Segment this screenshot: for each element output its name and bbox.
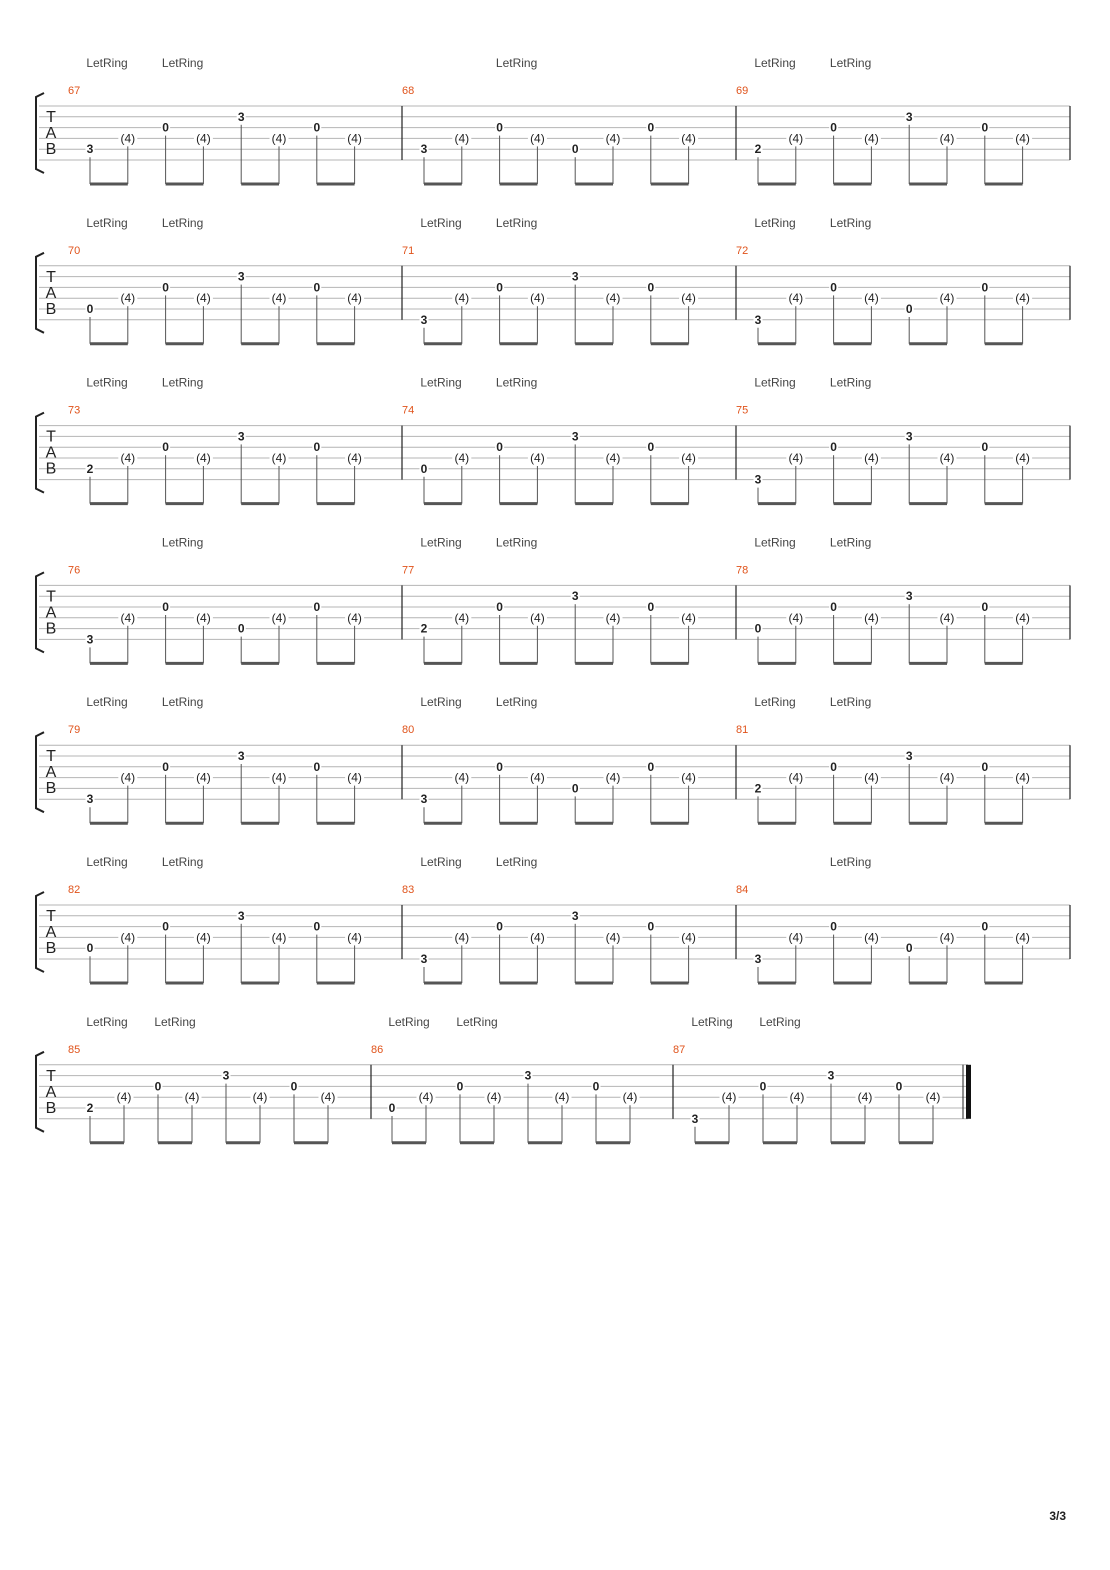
tab-letter-t: T: [46, 268, 56, 286]
fret-number: 3: [905, 749, 913, 763]
fret-number: (4): [454, 451, 470, 465]
let-ring-label: LetRing: [420, 695, 462, 710]
let-ring-label: LetRing: [161, 535, 204, 550]
tab-letter-t: T: [46, 908, 56, 925]
fret-number: 0: [647, 919, 655, 934]
fret-number: 0: [313, 440, 321, 455]
fret-number: (4): [530, 770, 545, 785]
fret-number: 0: [830, 120, 837, 135]
fret-number: 0: [237, 621, 245, 636]
fret-number: 2: [86, 461, 94, 476]
fret-number: 0: [313, 759, 321, 774]
fret-number: 2: [86, 1101, 94, 1115]
fret-number: 0: [647, 440, 655, 455]
let-ring-label: LetRing: [420, 535, 462, 550]
tab-letter-b: B: [45, 940, 57, 957]
measure-number: 76: [68, 564, 81, 577]
measure-number: 85: [68, 1043, 81, 1056]
fret-number: (4): [939, 610, 955, 625]
fret-number: (4): [681, 610, 696, 625]
let-ring-label: LetRing: [154, 1014, 196, 1029]
tab-letter-a: A: [45, 444, 57, 462]
fret-number: (4): [271, 770, 287, 785]
fret-number: (4): [1015, 770, 1030, 785]
fret-number: 3: [420, 792, 428, 807]
measure-number: 82: [68, 884, 81, 896]
fret-number: (4): [622, 1090, 638, 1105]
fret-number: 0: [162, 600, 169, 614]
measure-number: 79: [68, 724, 81, 737]
fret-number: 0: [981, 440, 989, 455]
let-ring-label: LetRing: [829, 215, 872, 230]
fret-number: (4): [788, 451, 804, 465]
measure-number: 73: [68, 404, 81, 417]
measure-number: 70: [68, 244, 81, 257]
measure-number: 83: [402, 884, 415, 896]
measure-number: 72: [736, 244, 749, 257]
fret-number: 0: [388, 1101, 396, 1115]
fret-number: (4): [1015, 291, 1030, 306]
fret-number: 3: [571, 269, 579, 284]
fret-number: (4): [116, 1090, 132, 1105]
let-ring-label: LetRing: [829, 375, 872, 390]
fret-number: (4): [1015, 610, 1030, 625]
let-ring-label: LetRing: [829, 695, 872, 710]
let-ring-label: LetRing: [754, 215, 796, 230]
fret-number: 0: [162, 919, 169, 934]
fret-number: (4): [196, 291, 211, 306]
let-ring-label: LetRing: [495, 535, 538, 550]
measure-number: 86: [371, 1043, 384, 1056]
fret-number: (4): [925, 1090, 941, 1105]
fret-number: 3: [571, 429, 579, 444]
tab-letter-a: A: [45, 604, 57, 622]
fret-number: (4): [347, 291, 362, 306]
fret-number: (4): [788, 930, 804, 945]
measure-number: 74: [402, 404, 415, 417]
let-ring-label: LetRing: [829, 535, 872, 550]
fret-number: 3: [905, 109, 913, 124]
fret-number: 0: [830, 280, 837, 295]
let-ring-label: LetRing: [495, 375, 538, 390]
system-bracket: [36, 732, 44, 812]
let-ring-label: LetRing: [754, 56, 796, 70]
fret-number: (4): [788, 610, 804, 625]
fret-number: 0: [981, 120, 989, 135]
system-bracket: [36, 892, 44, 972]
let-ring-label: LetRing: [754, 375, 796, 390]
fret-number: (4): [196, 131, 211, 146]
let-ring-label: LetRing: [161, 215, 204, 230]
fret-number: 0: [313, 280, 321, 295]
let-ring-label: LetRing: [86, 56, 128, 70]
fret-number: 0: [162, 759, 169, 774]
let-ring-label: LetRing: [86, 1014, 128, 1029]
final-barline-thick: [966, 1065, 971, 1119]
let-ring-label: LetRing: [388, 1014, 430, 1029]
fret-number: (4): [605, 451, 621, 465]
fret-number: (4): [530, 451, 545, 465]
fret-number: 3: [237, 749, 245, 763]
let-ring-label: LetRing: [495, 215, 538, 230]
let-ring-label: LetRing: [495, 56, 538, 70]
measure-number: 77: [402, 564, 415, 577]
fret-number: 0: [571, 142, 579, 157]
fret-number: (4): [454, 930, 470, 945]
fret-number: (4): [120, 291, 136, 306]
fret-number: 0: [162, 440, 169, 455]
fret-number: 0: [313, 120, 321, 135]
fret-number: 0: [830, 600, 837, 614]
tab-letter-t: T: [46, 748, 56, 766]
tab-letter-b: B: [45, 1099, 57, 1117]
fret-number: (4): [681, 930, 696, 945]
let-ring-label: LetRing: [420, 855, 462, 869]
let-ring-label: LetRing: [86, 215, 128, 230]
fret-number: 0: [86, 302, 94, 316]
fret-number: 2: [754, 781, 762, 796]
fret-number: (4): [120, 770, 136, 785]
fret-number: (4): [1015, 131, 1030, 146]
let-ring-label: LetRing: [495, 695, 538, 710]
fret-number: 0: [571, 781, 579, 796]
tab-letter-b: B: [45, 300, 57, 318]
fret-number: (4): [271, 291, 287, 306]
fret-number: (4): [721, 1090, 737, 1105]
fret-number: (4): [605, 770, 621, 785]
fret-number: (4): [864, 291, 879, 306]
fret-number: (4): [320, 1090, 336, 1105]
fret-number: (4): [120, 930, 136, 945]
fret-number: 3: [571, 589, 579, 604]
tab-letter-a: A: [45, 1083, 57, 1101]
fret-number: 0: [496, 600, 503, 614]
fret-number: (4): [789, 1090, 805, 1105]
fret-number: 3: [237, 429, 245, 444]
fret-number: 0: [496, 280, 503, 295]
fret-number: 3: [691, 1111, 699, 1126]
fret-number: (4): [864, 131, 879, 146]
fret-number: (4): [120, 131, 136, 146]
fret-number: 3: [420, 142, 428, 157]
fret-number: (4): [788, 770, 804, 785]
fret-number: (4): [454, 291, 470, 306]
fret-number: 0: [592, 1079, 600, 1094]
tab-letter-a: A: [45, 125, 57, 142]
fret-number: (4): [271, 610, 287, 625]
fret-number: (4): [530, 131, 545, 146]
let-ring-label: LetRing: [161, 855, 204, 869]
fret-number: 0: [496, 759, 503, 774]
tab-letter-a: A: [45, 764, 57, 782]
let-ring-label: LetRing: [495, 855, 538, 869]
fret-number: 2: [420, 621, 428, 636]
fret-number: 0: [86, 941, 94, 956]
fret-number: (4): [271, 930, 287, 945]
system-bracket: [36, 93, 44, 173]
fret-number: 0: [981, 919, 989, 934]
let-ring-label: LetRing: [161, 56, 204, 70]
fret-number: (4): [120, 451, 136, 465]
fret-number: (4): [347, 610, 362, 625]
fret-number: 0: [154, 1079, 162, 1094]
fret-number: (4): [271, 451, 287, 465]
let-ring-label: LetRing: [420, 375, 462, 390]
system-bracket: [36, 413, 44, 493]
system-bracket: [36, 1052, 44, 1132]
let-ring-label: LetRing: [86, 375, 128, 390]
measure-number: 71: [402, 244, 415, 257]
fret-number: 0: [647, 120, 655, 135]
fret-number: (4): [939, 770, 955, 785]
fret-number: 0: [905, 302, 913, 316]
measure-number: 78: [736, 564, 749, 577]
fret-number: 3: [237, 109, 245, 124]
measure-number: 67: [68, 85, 81, 97]
fret-number: 0: [981, 280, 989, 295]
fret-number: (4): [605, 131, 621, 146]
fret-number: (4): [864, 451, 879, 465]
fret-number: (4): [605, 610, 621, 625]
tab-letter-t: T: [46, 588, 56, 606]
fret-number: (4): [939, 451, 955, 465]
fret-number: (4): [454, 610, 470, 625]
fret-number: (4): [1015, 930, 1030, 945]
fret-number: (4): [196, 610, 211, 625]
fret-number: (4): [864, 770, 879, 785]
fret-number: 2: [754, 142, 762, 157]
fret-number: (4): [864, 610, 879, 625]
let-ring-label: LetRing: [161, 695, 204, 710]
fret-number: (4): [347, 770, 362, 785]
measure-number: 68: [402, 85, 415, 97]
fret-number: 3: [86, 632, 94, 647]
fret-number: (4): [939, 930, 955, 945]
fret-number: (4): [347, 451, 362, 465]
fret-number: 0: [313, 600, 321, 614]
fret-number: (4): [1015, 451, 1030, 465]
fret-number: (4): [605, 930, 621, 945]
fret-number: 3: [571, 908, 579, 923]
measure-number: 80: [402, 724, 415, 737]
let-ring-label: LetRing: [829, 855, 872, 869]
fret-number: (4): [196, 770, 211, 785]
tab-letter-a: A: [45, 284, 57, 302]
fret-number: 0: [830, 759, 837, 774]
fret-number: 0: [830, 440, 837, 455]
fret-number: 3: [86, 792, 94, 807]
fret-number: 0: [647, 600, 655, 614]
tab-letter-t: T: [46, 428, 56, 446]
fret-number: (4): [196, 930, 211, 945]
let-ring-label: LetRing: [759, 1014, 801, 1029]
fret-number: 3: [86, 142, 94, 157]
let-ring-label: LetRing: [456, 1014, 498, 1029]
fret-number: 3: [420, 952, 428, 966]
fret-number: (4): [554, 1090, 570, 1105]
fret-number: (4): [788, 131, 804, 146]
let-ring-label: LetRing: [691, 1014, 733, 1029]
fret-number: 3: [524, 1068, 532, 1083]
fret-number: 0: [162, 120, 169, 135]
fret-number: 0: [981, 600, 989, 614]
fret-number: (4): [530, 930, 545, 945]
fret-number: (4): [939, 131, 955, 146]
fret-number: (4): [605, 291, 621, 306]
fret-number: 0: [290, 1079, 298, 1094]
let-ring-label: LetRing: [754, 695, 796, 710]
fret-number: 0: [905, 941, 913, 956]
fret-number: 0: [162, 280, 169, 295]
fret-number: (4): [252, 1090, 268, 1105]
fret-number: (4): [939, 291, 955, 306]
fret-number: 0: [456, 1079, 464, 1094]
fret-number: 3: [905, 429, 913, 444]
fret-number: (4): [418, 1090, 434, 1105]
fret-number: 0: [647, 280, 655, 295]
fret-number: (4): [681, 451, 696, 465]
fret-number: 0: [759, 1079, 767, 1094]
fret-number: 0: [420, 461, 428, 476]
fret-number: 3: [905, 589, 913, 604]
fret-number: 0: [895, 1079, 903, 1094]
fret-number: (4): [454, 131, 470, 146]
fret-number: (4): [788, 291, 804, 306]
let-ring-label: LetRing: [86, 855, 128, 869]
fret-number: (4): [486, 1090, 502, 1105]
fret-number: 0: [830, 919, 837, 934]
fret-number: (4): [681, 291, 696, 306]
fret-number: (4): [347, 930, 362, 945]
fret-number: 0: [496, 440, 503, 455]
fret-number: 3: [222, 1068, 230, 1083]
tab-letter-b: B: [45, 460, 57, 478]
fret-number: 3: [754, 312, 762, 327]
measure-number: 84: [736, 884, 749, 896]
fret-number: 0: [496, 120, 503, 135]
fret-number: (4): [681, 131, 696, 146]
fret-number: (4): [347, 131, 362, 146]
fret-number: 0: [647, 759, 655, 774]
fret-number: (4): [857, 1090, 873, 1105]
let-ring-label: LetRing: [161, 375, 204, 390]
fret-number: (4): [184, 1090, 200, 1105]
fret-number: 0: [496, 919, 503, 934]
measure-number: 69: [736, 85, 749, 97]
tab-letter-b: B: [45, 780, 57, 798]
fret-number: 3: [237, 269, 245, 284]
page-number: 3/3: [1049, 1509, 1066, 1523]
system-bracket: [36, 572, 44, 652]
tab-letter-b: B: [45, 141, 57, 158]
fret-number: 3: [754, 472, 762, 487]
measure-number: 75: [736, 404, 749, 417]
fret-number: (4): [864, 930, 879, 945]
fret-number: 3: [237, 908, 245, 923]
tab-letter-t: T: [46, 109, 56, 126]
let-ring-label: LetRing: [829, 56, 872, 70]
system-bracket: [36, 253, 44, 333]
measure-number: 81: [736, 724, 749, 737]
let-ring-label: LetRing: [754, 535, 796, 550]
fret-number: 3: [827, 1068, 835, 1083]
fret-number: (4): [454, 770, 470, 785]
let-ring-label: LetRing: [86, 695, 128, 710]
fret-number: (4): [271, 131, 287, 146]
fret-number: 0: [313, 919, 321, 934]
fret-number: 0: [754, 621, 762, 636]
fret-number: (4): [530, 291, 545, 306]
fret-number: 3: [754, 952, 762, 966]
tab-letter-a: A: [45, 924, 57, 941]
tab-letter-b: B: [45, 620, 57, 638]
measure-number: 87: [673, 1043, 686, 1056]
let-ring-label: LetRing: [420, 215, 462, 230]
fret-number: 0: [981, 759, 989, 774]
fret-number: (4): [196, 451, 211, 465]
fret-number: 3: [420, 312, 428, 327]
fret-number: (4): [120, 610, 136, 625]
fret-number: (4): [530, 610, 545, 625]
tab-letter-t: T: [46, 1067, 56, 1085]
fret-number: (4): [681, 770, 696, 785]
